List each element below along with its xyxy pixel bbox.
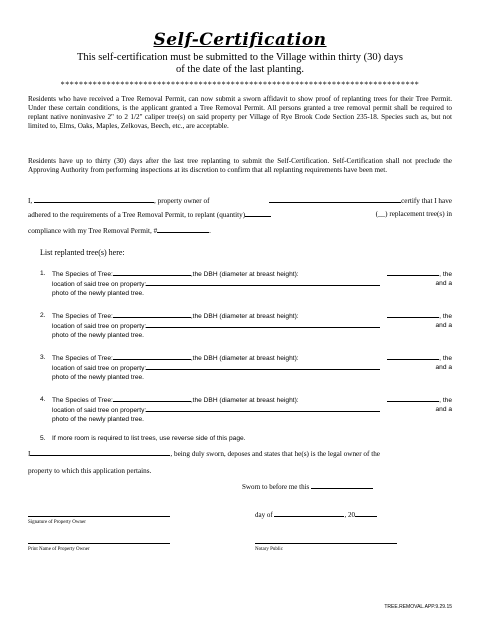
item-number: 3. xyxy=(40,354,46,361)
cert-line-1 xyxy=(28,196,452,206)
dbh-label: ,the DBH (diameter at breast height): xyxy=(190,313,299,320)
cert-paren: (__) replacement tree(s) in xyxy=(375,210,452,218)
page-title: Self-Certification xyxy=(153,30,327,50)
location-field[interactable] xyxy=(146,279,380,286)
cert-adhered: adhered to the requirements of a Tree Removal Permit, to replant (quantity) xyxy=(28,211,246,219)
dbh-field[interactable] xyxy=(387,311,439,318)
dbh-label: ,the DBH (diameter at breast height): xyxy=(190,271,299,278)
and-a-label: and a xyxy=(435,364,452,371)
month-field[interactable] xyxy=(274,510,344,517)
sworn-line-2: property to which this application pertains. xyxy=(28,467,152,475)
sworn-deposes: , being duly sworn, deposes and states that he(s) is the legal owner of the xyxy=(170,450,380,458)
species-label: The Species of Tree: xyxy=(52,397,113,404)
item-number: 2. xyxy=(40,312,46,319)
location-field[interactable] xyxy=(146,405,380,412)
photo-label: photo of the newly planted tree. xyxy=(52,416,145,423)
sworn-i-label: I xyxy=(28,450,31,458)
location-label: location of said tree on property: xyxy=(52,365,147,372)
cert-line-2 xyxy=(28,210,452,220)
subtitle-line-1: This self-certification must be submitted to the Village within thirty (30) days xyxy=(76,52,404,63)
sworn-line-1 xyxy=(28,449,452,459)
owner-signature-line[interactable] xyxy=(28,516,170,517)
the-label: , the xyxy=(439,355,452,362)
notary-label: Notary Public xyxy=(255,547,283,552)
owner-print-line[interactable] xyxy=(28,543,170,544)
cert-owner-of: , property owner of xyxy=(154,197,210,205)
location-field[interactable] xyxy=(146,363,380,370)
species-field[interactable] xyxy=(113,269,191,276)
dbh-label: ,the DBH (diameter at breast height): xyxy=(190,355,299,362)
photo-label: photo of the newly planted tree. xyxy=(52,374,145,381)
item-number: 1. xyxy=(40,270,46,277)
item-number: 4. xyxy=(40,396,46,403)
and-a-label: and a xyxy=(435,322,452,329)
photo-label: photo of the newly planted tree. xyxy=(52,290,145,297)
species-label: The Species of Tree: xyxy=(52,313,113,320)
owner-signature-label: Signature of Property Owner xyxy=(28,520,86,525)
cert-certify: certify that I have xyxy=(401,197,452,205)
the-label: , the xyxy=(439,271,452,278)
dbh-field[interactable] xyxy=(387,269,439,276)
day-of-label: day of xyxy=(255,511,273,519)
deadline-paragraph: Residents have up to thirty (30) days after the last tree replanting to submit the Self-Certification. Self-Certification shall not preclude the Approving Authority from performing inspections at its discretion to confirm that all replanting requirements have been met. xyxy=(28,157,452,174)
form-code: TREE.REMOVAL.APP.9.29.15 xyxy=(384,604,452,610)
the-label: , the xyxy=(439,397,452,404)
location-field[interactable] xyxy=(146,321,380,328)
species-label: The Species of Tree: xyxy=(52,355,113,362)
cert-line-3: compliance with my Tree Removal Permit, # . xyxy=(28,227,211,235)
dbh-field[interactable] xyxy=(387,395,439,402)
species-field[interactable] xyxy=(113,311,191,318)
quantity-field[interactable] xyxy=(245,210,271,217)
and-a-label: and a xyxy=(435,280,452,287)
intro-paragraph: Residents who have received a Tree Removal Permit, can now submit a sworn affidavit to show proof of replanting trees for their Tree Permit. Under these certain conditions, is the applicant granted a Tree Removal Permit. All persons granted a tree removal permit shall be required to replant native noninvasive 2" to 2 1/2" caliper tree(s) on said property per Village of Rye Brook Code Section 235-18. Species such as, but not limited to, Elms, Oaks, Maples, Zelkovas, Beech, etc., are acceptable. xyxy=(28,95,452,130)
separator: ****************************************************************************** xyxy=(60,80,420,89)
item-number: 5. xyxy=(40,435,46,442)
notary-line[interactable] xyxy=(255,543,397,544)
day-of-line xyxy=(255,510,377,519)
sworn-day-field[interactable] xyxy=(311,482,373,489)
permit-number-field[interactable] xyxy=(157,226,209,233)
reverse-side-note: If more room is required to list trees, use reverse side of this page. xyxy=(52,435,246,442)
owner-print-label: Print Name of Property Owner xyxy=(28,547,90,552)
year-field[interactable] xyxy=(355,510,377,517)
location-label: location of said tree on property: xyxy=(52,407,147,414)
sworn-before-label: Sworn to before me this xyxy=(242,483,310,491)
list-heading: List replanted tree(s) here: xyxy=(40,248,125,257)
name-field[interactable] xyxy=(34,196,154,203)
declarant-name-field[interactable] xyxy=(30,449,170,456)
subtitle xyxy=(40,52,440,76)
year-label: , 20 xyxy=(344,511,355,519)
location-label: location of said tree on property: xyxy=(52,281,147,288)
and-a-label: and a xyxy=(435,406,452,413)
address-field[interactable] xyxy=(269,196,401,203)
sworn-before-line xyxy=(242,482,373,491)
photo-label: photo of the newly planted tree. xyxy=(52,332,145,339)
location-label: location of said tree on property: xyxy=(52,323,147,330)
subtitle-line-2: of the date of the last planting. xyxy=(175,64,304,75)
species-field[interactable] xyxy=(113,395,191,402)
cert-compliance: compliance with my Tree Removal Permit, # xyxy=(28,227,158,235)
species-label: The Species of Tree: xyxy=(52,271,113,278)
cert-i-label: I, xyxy=(28,197,33,205)
dbh-field[interactable] xyxy=(387,353,439,360)
species-field[interactable] xyxy=(113,353,191,360)
the-label: , the xyxy=(439,313,452,320)
dbh-label: ,the DBH (diameter at breast height): xyxy=(190,397,299,404)
